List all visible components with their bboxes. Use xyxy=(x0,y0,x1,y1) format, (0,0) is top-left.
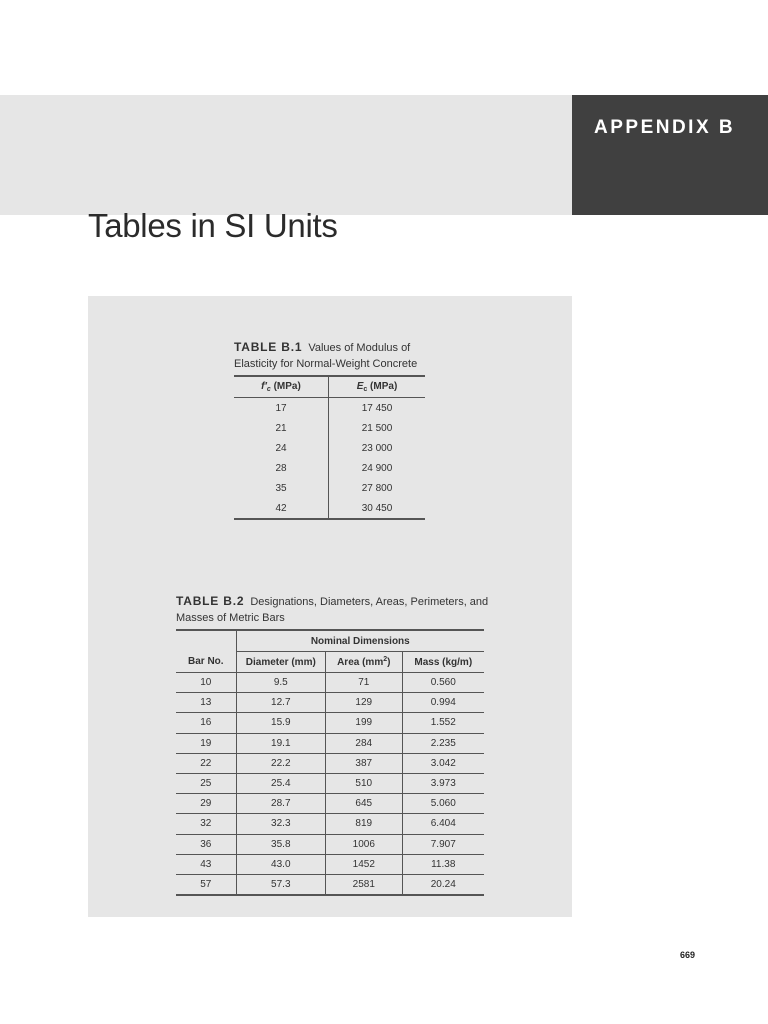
table-cell: 11.38 xyxy=(402,854,484,874)
table-cell: 57.3 xyxy=(236,874,326,895)
diameter-header: Diameter (mm) xyxy=(236,652,326,673)
table-cell: 0.560 xyxy=(402,673,484,693)
table-cell: 5.060 xyxy=(402,794,484,814)
table-cell: 13 xyxy=(176,693,236,713)
table-row xyxy=(176,713,484,733)
fc-subscript: c xyxy=(266,386,271,393)
table-cell: 645 xyxy=(326,794,402,814)
table-cell: 17 xyxy=(234,398,329,419)
table-cell: 0.994 xyxy=(402,693,484,713)
table-cell: 20.24 xyxy=(402,874,484,895)
table-row xyxy=(176,874,484,895)
table-cell: 9.5 xyxy=(236,673,326,693)
table-cell: 42 xyxy=(234,498,329,519)
chapter-title: Tables in SI Units xyxy=(88,207,338,244)
table-row xyxy=(176,854,484,874)
table-cell: 12.7 xyxy=(236,693,326,713)
ec-subscript: c xyxy=(363,386,368,393)
table-cell: 35 xyxy=(234,478,329,498)
table-cell: 57 xyxy=(176,874,236,895)
table-cell: 21 xyxy=(234,418,329,438)
table-cell: 35.8 xyxy=(236,834,326,854)
table-cell: 10 xyxy=(176,673,236,693)
table-cell: 2.235 xyxy=(402,733,484,753)
table-b1-header-fc xyxy=(234,376,329,398)
table-row xyxy=(176,733,484,753)
table-cell: 284 xyxy=(326,733,402,753)
nominal-dimensions-header: Nominal Dimensions xyxy=(236,630,484,652)
bar-no-header: Bar No. xyxy=(176,652,236,673)
table-b2-group-spacer xyxy=(176,630,236,652)
table-row xyxy=(234,458,425,478)
table-row xyxy=(234,398,425,419)
table-b2-caption xyxy=(176,593,506,626)
table-row xyxy=(234,478,425,498)
table-cell: 36 xyxy=(176,834,236,854)
table-cell: 1.552 xyxy=(402,713,484,733)
table-cell: 387 xyxy=(326,753,402,773)
table-cell: 30 450 xyxy=(329,498,426,519)
table-cell: 27 800 xyxy=(361,482,393,494)
table-row xyxy=(234,498,425,519)
table-b1-caption xyxy=(234,339,434,372)
table-cell: 2581 xyxy=(326,874,402,895)
table-cell: 29 xyxy=(176,794,236,814)
table-row xyxy=(176,794,484,814)
page-number: 669 xyxy=(680,950,696,960)
table-cell: 25.4 xyxy=(236,773,326,793)
table-cell: 819 xyxy=(326,814,402,834)
table-cell: 16 xyxy=(176,713,236,733)
table-cell: 43.0 xyxy=(236,854,326,874)
table-b1 xyxy=(234,375,425,520)
table-cell: 71 xyxy=(326,673,402,693)
table-cell: 129 xyxy=(326,693,402,713)
table-cell: 510 xyxy=(326,773,402,793)
table-cell: 21 500 xyxy=(361,422,393,434)
table-cell: 6.404 xyxy=(402,814,484,834)
table-cell: 1452 xyxy=(326,854,402,874)
table-cell: 24 xyxy=(234,438,329,458)
table-cell: 25 xyxy=(176,773,236,793)
ec-unit: (MPa) xyxy=(367,381,398,392)
table-row xyxy=(234,438,425,458)
table-cell: 24 900 xyxy=(361,462,393,474)
table-row xyxy=(176,814,484,834)
mass-header: Mass (kg/m) xyxy=(402,652,484,673)
table-cell: 199 xyxy=(326,713,402,733)
tables-panel xyxy=(88,296,572,917)
fc-unit: (MPa) xyxy=(270,381,301,392)
table-row xyxy=(176,673,484,693)
table-cell: 19.1 xyxy=(236,733,326,753)
table-b2-caption-text: Designations, Diameters, Areas, Perimeters, and Masses of Metric Bars xyxy=(176,596,489,624)
area-header xyxy=(326,652,402,673)
fc-symbol: f′ xyxy=(261,381,267,392)
table-row xyxy=(176,834,484,854)
table-row xyxy=(176,773,484,793)
table-cell: 28.7 xyxy=(236,794,326,814)
table-cell: 23 000 xyxy=(361,442,393,454)
table-cell: 1006 xyxy=(326,834,402,854)
table-b2 xyxy=(176,629,484,896)
area-header-suffix: ) xyxy=(387,657,391,668)
area-header-superscript: 2 xyxy=(383,656,388,663)
table-row xyxy=(234,418,425,438)
table-cell: 3.973 xyxy=(402,773,484,793)
table-cell: 32 xyxy=(176,814,236,834)
table-b1-caption-text: Values of Modulus of Elasticity for Normal-Weight Concrete xyxy=(234,342,418,370)
table-cell: 15.9 xyxy=(236,713,326,733)
table-b2-label: TABLE B.2 xyxy=(176,594,245,608)
table-cell: 22.2 xyxy=(236,753,326,773)
table-row xyxy=(176,693,484,713)
table-cell: 19 xyxy=(176,733,236,753)
table-cell: 3.042 xyxy=(402,753,484,773)
table-cell: 32.3 xyxy=(236,814,326,834)
ec-symbol: E xyxy=(356,381,364,392)
table-cell: 7.907 xyxy=(402,834,484,854)
table-cell: 22 xyxy=(176,753,236,773)
table-cell: 17 450 xyxy=(361,402,393,414)
table-b1-label: TABLE B.1 xyxy=(234,340,303,354)
appendix-label: APPENDIX B xyxy=(594,117,736,138)
table-b1-header-ec xyxy=(329,376,426,398)
appendix-box xyxy=(572,95,768,215)
table-row xyxy=(176,753,484,773)
table-cell: 28 xyxy=(234,458,329,478)
chapter-header-band xyxy=(0,95,572,244)
area-header-prefix: Area (mm xyxy=(337,657,384,668)
table-cell: 43 xyxy=(176,854,236,874)
